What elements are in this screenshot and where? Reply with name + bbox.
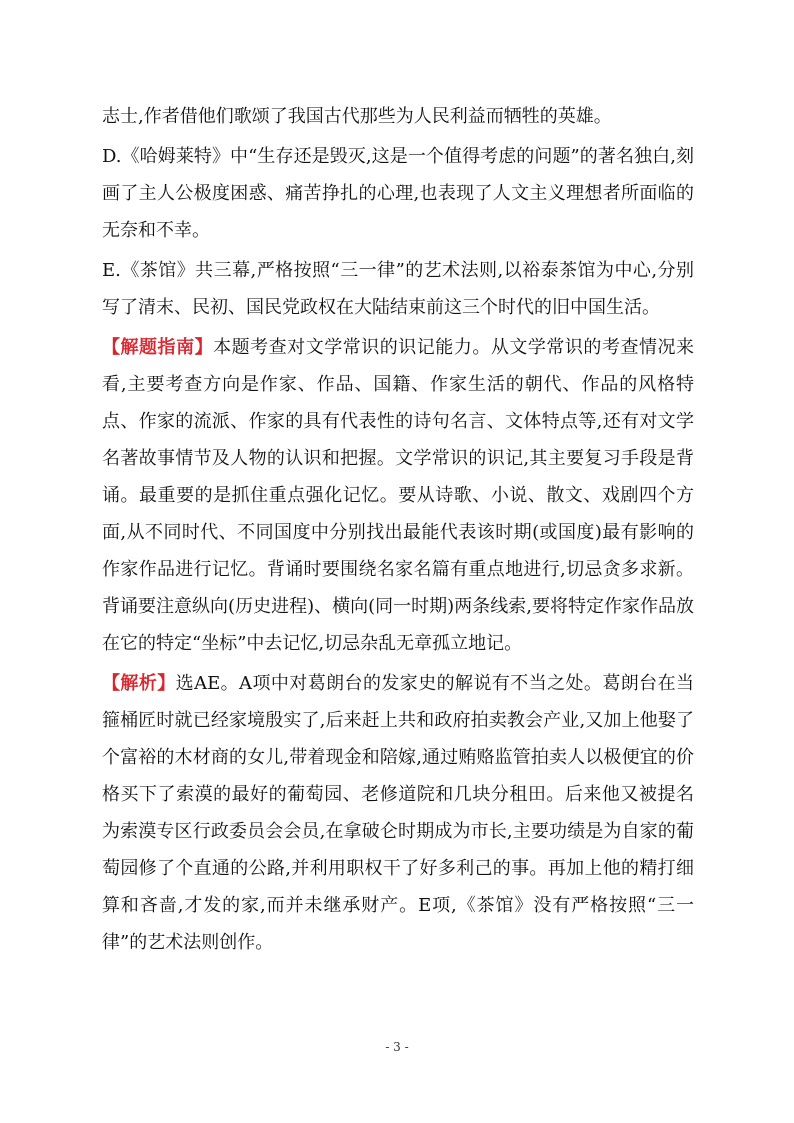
paragraph-solution-guide: [102, 329, 694, 662]
paragraph-option-e: [102, 252, 694, 326]
analysis-tag: 【解析】: [102, 673, 176, 694]
paragraph-analysis: [102, 665, 694, 961]
solution-guide-tag: 【解题指南】: [102, 337, 214, 358]
paragraph-text: 选AE。A项中对葛朗台的发家史的解说有不当之处。葛朗台在当箍桶匠时就已经家境殷实了,后来赶上共和政府拍卖教会产业,又加上他娶了个富裕的木材商的女儿,带着现金和陪嫁,通过贿赂监管拍卖人以极便宜的价格买下了索漠的最好的葡萄园、老修道院和几块分租田。后来他又被提名为索漠专区行政委员会会员,在拿破仑时期成为市长,主要功绩是为自家的葡萄园修了个直通的公路,并利用职权干了好多利己的事。再加上他的精打细算和吝啬,才发的家,而并未继承财产。E项,《茶馆》没有严格按照“三一律”的艺术法则创作。: [102, 673, 695, 953]
paragraph-continuation: [102, 98, 694, 135]
paragraph-text: D.《哈姆莱特》中“生存还是毁灭,这是一个值得考虑的问题”的著名独白,刻画了主人公极度困惑、痛苦挣扎的心理,也表现了人文主义理想者所面临的无奈和不幸。: [102, 146, 694, 241]
paragraph-text: E.《茶馆》共三幕,严格按照“三一律”的艺术法则,以裕泰茶馆为中心,分别写了清末、民初、国民党政权在大陆结束前这三个时代的旧中国生活。: [102, 260, 694, 318]
document-body: [102, 98, 694, 961]
paragraph-text: 本题考查对文学常识的识记能力。从文学常识的考查情况来看,主要考查方向是作家、作品、国籍、作家生活的朝代、作品的风格特点、作家的流派、作家的具有代表性的诗句名言、文体特点等,还有对文学名著故事情节及人物的认识和把握。文学常识的识记,其主要复习手段是背诵。最重要的是抓住重点强化记忆。要从诗歌、小说、散文、戏剧四个方面,从不同时代、不同国度中分别找出最能代表该时期(或国度)最有影响的作家作品进行记忆。背诵时要围绕名家名篇有重点地进行,切忌贪多求新。背诵要注意纵向(历史进程)、横向(同一时期)两条线索,要将特定作家作品放在它的特定“坐标”中去记忆,切忌杂乱无章孤立地记。: [102, 337, 695, 654]
paragraph-text: 志士,作者借他们歌颂了我国古代那些为人民利益而牺牲的英雄。: [102, 106, 612, 127]
page-number: - 3 -: [385, 1040, 409, 1054]
paragraph-option-d: [102, 138, 694, 249]
